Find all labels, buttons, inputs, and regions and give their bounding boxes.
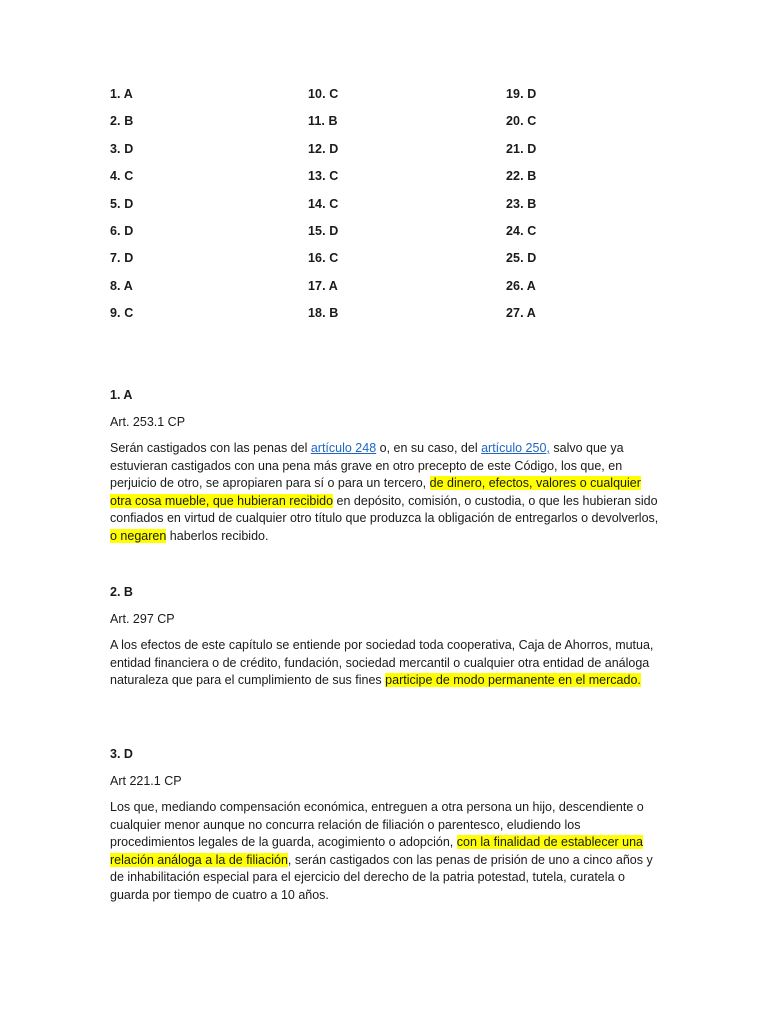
answer-key-item: 21. D	[506, 141, 537, 156]
body-text: haberlos recibido.	[166, 528, 269, 543]
answer-explanation-3	[110, 745, 660, 905]
answer-key-item: 1. A	[110, 87, 133, 101]
answer-explanation-1	[110, 386, 660, 546]
body-text: salvo que ya estuvieran castigados con una pena más grave en otro precepto de este Código, los que, en perjuicio de otro, se apropiaren para sí o para un tercero,	[110, 441, 624, 491]
article-reference: Art 221.1 CP	[110, 774, 182, 788]
article-reference: Art. 297 CP	[110, 612, 175, 626]
answer-key-item: 3. D	[110, 141, 134, 156]
answer-key-item: 5. D	[110, 196, 134, 211]
answer-key-item: 15. D	[308, 223, 339, 238]
answer-key-item: 17. A	[308, 278, 338, 293]
section-heading: 1. A	[110, 388, 133, 402]
answer-key-item: 23. B	[506, 196, 537, 211]
answer-key-column-2	[308, 85, 458, 332]
answer-key-item: 27. A	[506, 306, 536, 321]
body-text: A los efectos de este capítulo se entiende por sociedad toda cooperativa, Caja de Ahorros, mutua, entidad financiera o de crédito, fundación, sociedad mercantil o cualquier otra entidad de análoga naturaleza que para el cumplimiento de sus fines	[110, 638, 654, 688]
answer-key-item: 2. B	[110, 114, 134, 129]
answer-key-item: 10. C	[308, 87, 339, 101]
answer-key-column-1	[110, 85, 260, 332]
answer-key-item: 19. D	[506, 87, 537, 101]
answer-key-item: 22. B	[506, 169, 537, 184]
answer-key-item: 14. C	[308, 196, 339, 211]
answer-key-item: 26. A	[506, 278, 536, 293]
highlighted-text: de dinero, efectos, valores o cualquier otra cosa mueble, que hubieran recibido	[110, 476, 641, 508]
body-text: o, en su caso, del	[376, 441, 482, 455]
body-text: , serán castigados con las penas de prisión de uno a cinco años y de inhabilitación especial para el ejercicio del derecho de la patria potestad, tutela, curatela o guarda por tiempo de cuatro a 10 años.	[110, 852, 653, 902]
answer-key-item: 8. A	[110, 278, 133, 293]
answer-key-item: 9. C	[110, 306, 134, 321]
article-text	[110, 440, 660, 546]
answer-key-item: 7. D	[110, 251, 134, 266]
section-heading: 2. B	[110, 585, 133, 599]
body-text: Serán castigados con las penas del	[110, 441, 311, 455]
answer-key-item: 11. B	[308, 114, 338, 129]
article-link[interactable]: artículo 248	[310, 441, 377, 455]
article-text	[110, 637, 660, 690]
body-text: Los que, mediando compensación económica, entreguen a otra persona un hijo, descendiente o cualquier menor aunque no concurra relación de filiación o parentesco, eludiendo los procedimientos legales de la guarda, acogimiento o adopción,	[110, 800, 644, 850]
answer-key-item: 4. C	[110, 169, 134, 184]
answer-key-item: 24. C	[506, 223, 537, 238]
answer-key-item: 13. C	[308, 169, 339, 184]
answer-key-item: 18. B	[308, 306, 339, 321]
article-reference: Art. 253.1 CP	[110, 415, 186, 429]
highlighted-text: participe de modo permanente en el mercado.	[385, 673, 641, 688]
answer-key-item: 12. D	[308, 141, 339, 156]
article-text	[110, 799, 660, 905]
answer-key-item: 25. D	[506, 251, 537, 266]
answer-key-column-3	[506, 85, 656, 332]
answer-key-item: 16. C	[308, 251, 339, 266]
answer-key-item: 6. D	[110, 223, 134, 238]
body-text: en depósito, comisión, o custodia, o que les hubieran sido confiados en virtud de cualquier otro título que produzca la obligación de entregarlos o devolverlos,	[110, 493, 659, 526]
highlighted-text: con la finalidad de establecer una relación análoga a la de filiación	[110, 835, 644, 867]
answer-key-item: 20. C	[506, 114, 537, 129]
highlighted-text: o negaren	[110, 528, 167, 543]
answer-explanation-2	[110, 583, 660, 690]
article-link[interactable]: artículo 250,	[481, 441, 550, 455]
section-heading: 3. D	[110, 747, 133, 761]
